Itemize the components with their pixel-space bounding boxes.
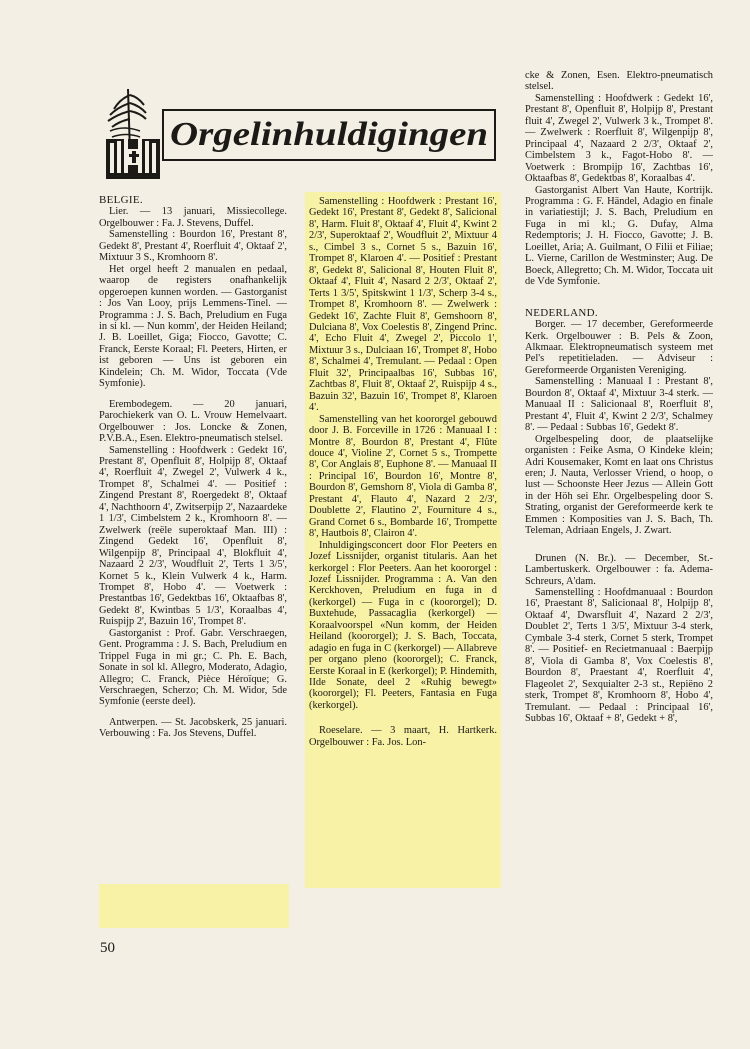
paragraph: Samenstelling : Bourdon 16', Prestant 8', Gedekt 8', Prestant 4', Roerfluit 4', Oktaaf 2', Mixtuur 3 S., Kromhoorn 8'.: [99, 229, 287, 264]
entry-borger: Borger. — 17 december, Gereformeerde Kerk. Orgelbouwer : B. Pels & Zoon, Alkmaar. Elektropneumatisch systeem met Pel's repetitieladen. — Adviseur : Gereformeerde Organisten Vereniging.: [525, 319, 713, 376]
column-1: [99, 195, 287, 935]
paragraph: cke & Zonen, Esen. Elektro-pneumatisch stelsel.: [525, 70, 713, 93]
entry-antwerpen: Antwerpen. — St. Jacobskerk, 25 januari. Verbouwing : Fa. Jos Stevens, Duffel.: [99, 716, 287, 740]
entry-drunen: Drunen (N. Br.). — December, St.-Lambertuskerk. Orgelbouwer : fa. Adema-Schreurs, A'dam.: [525, 552, 713, 587]
header-ornament: [100, 83, 500, 181]
entry-erembodegem: Erembodegem. — 20 januari, Parochiekerk van O. L. Vrouw Hemelvaart. Orgelbouwer : Jos. Loncke & Zonen, P.V.B.A., Esen. Elektro-pneumatisch stelsel.: [99, 398, 287, 445]
paragraph: Samenstelling : Hoofdwerk : Prestant 16', Gedekt 16', Prestant 8', Gedekt 8', Salicional 8', Harm. Fluit 8', Oktaaf 4', Fluit 4', Kwint 2 2/3', Superoktaaf 2', Woudfluit 2', Mixtuur 4 s., Cimbel 3 s., Cornet 5 s., Bazuin 16', Trompet 8', Klaroen 4'. — Positief : Prestant 8', Gedekt 8', Salicional 8', Houten Fluit 8', Oktaaf 4', Fluit 4', Nasard 2 2/3', Oktaaf 2', Terts 1 3/5', Spitskwint 1 1/3', Scherp 3-4 s., Trompet 8', Kromhoorn 8'. — Zwelwerk : Gedekt 16', Zachte Fluit 8', Gemshoorn 8', Dulciana 8', Vox Coelestis 8', Zingend Princ. 4', Echo Fluit 4', Zwegel 2', Piccolo 1', Mixtuur 3 s., Dulciaan 16', Trompet 8', Hobo 8', Schalmei 4', Tremulant. — Pedaal : Open Fluit 32', Principaalbas 16', Subbas 16', Zachtbas 8', Fluit 8', Oktaaf 2', Ruispijp 4 s., Bazuin 32', Bazuin 16', Trompet 8', Klaroen 4'.: [309, 196, 497, 414]
paragraph: Inhuldigingsconcert door Flor Peeters en Jozef Lissnijder, organist titularis. Aan het kerkorgel : Flor Peeters. Aan het koororgel : Jozef Lissnijder. Programma : A. Van den Kerckhoven, Preludium en fuga in d (kerkorgel) — Fuga in c (koororgel); D. Buxtehude, Passacaglia (kerkorgel) — Koraalvoorspel «Nun komm, der Heiden Heiland (koororgel); J. S. Bach, Toccata, adagio en fuga in C (kerkorgel) — Allabreve per organo pleno (koororgel); C. Franck, Eerste Koraal in E (kerkorgel); P. Hindemith, IIde Sonate, deel 2 «Ruhig bewegt» (koororgel); Fl. Peeters, Fantasia en Fuga (kerkorgel).: [309, 539, 497, 711]
header-title: Orgelinhuldigingen: [170, 116, 488, 153]
country-heading-belgie: BELGIE.: [99, 195, 143, 206]
paragraph: Orgelbespeling door, de plaatselijke organisten : Feike Asma, O Kindeke klein; Adri Kousemaker, Komt en laat ons Christus eren; J. Nauta, Verlosser Vriend, o hoop, o lust — Schoonste Heer Jezus — Allein Gott in der Höh sei Ehr. Orgelbespeling door S. Strating, organist der Gereformeerde kerk te Emmen : Komposities van J. S. Bach, Th. Teleman, Adriaan Engels, J. Zwart.: [525, 433, 713, 537]
column-3: [525, 70, 713, 930]
paragraph: Samenstelling : Hoofdmanuaal : Bourdon 16', Praestant 8', Salicionaal 8', Holpijp 8', Oktaaf 4', Dwarsfluit 4', Nazard 2 2/3', Doublet 2', Terts 1 3/5', Mixtuur 3-4 sterk, Cymbale 3-4 sterk, Cornet 5 sterk, Trompet 8'. — Positief- en Recietmanuaal : Baerpijp 8', Viola di Gamba 8', Vox Coelestis 8', Bourdon 8', Praestant 4', Roerfluit 4', Flageolet 2', Sexquialter 2-3 st., Repiëno 2 sterk, Trompet 8', Kromhoorn 8', Hobo 4', Tremulant. — Pedaal : Principaal 16', Subbas 16', Oktaaf + 8', Gedekt + 8',: [525, 587, 713, 725]
paragraph: Gastorganist : Prof. Gabr. Verschraegen, Gent. Programma : J. S. Bach, Preludium en Trippel Fuga in mi gr.; C. Ph. E. Bach, Sonate in sol kl. Allegro, Moderato, Adagio, Allegro; C. Franck, Pièce Héroïque; G. Verschraegen, Scherzo; Ch. M. Widor, 5de Symfonie (eerste deel).: [99, 627, 287, 708]
paragraph: Samenstelling : Manuaal I : Prestant 8', Bourdon 8', Oktaaf 4', Mixtuur 3-4 sterk. — Manuaal II : Salicionaal 8', Roerfluit 8', Prestant 4', Fluit 4', Kwint 2 2/3', Schalmey 8'. — Pedaal : Subbas 16', Gedekt 8'.: [525, 376, 713, 434]
entry-lier: Lier. — 13 januari, Missiecollege. Orgelbouwer : Fa. J. Stevens, Duffel.: [99, 206, 287, 229]
column-2: [309, 196, 497, 926]
paragraph: Het orgel heeft 2 manualen en pedaal, waarop de registers onafhankelijk opgeroepen kunnen worden. — Gastorganist : Jos Van Looy, prijs Lemmens-Tinel. — Programma : J. S. Bach, Preludium en Fuga in si kl. — Nun komm', der Heiden Heiland; J. B. Loeillet, Giga; Fiocco, Gavotte; C. Franck, Eerste Koraal; Fl. Peeters, Hirten, er ist geboren — Uns ist geboren ein Kindelein; Ch. M. Widor, Toccata (Vde Symfonie).: [99, 263, 287, 390]
paragraph: Gastorganist Albert Van Haute, Kortrijk. Programma : G. F. Händel, Adagio en finale in variatiestijl; J. S. Bach, Preludium en Fuga in mi kl.; G. Dufay, Alma Redemptoris; J. H. Fiocco, Gavotte; J. B. Loeillet, Aria; A. Guilmant, O Filii et Filiae; L. Vierne, Carillon de Westminster; Aug. De Boeck, Allegretto; Ch. M. Widor, Toccata uit de Vde Symfonie.: [525, 184, 713, 288]
country-heading-nederland: NEDERLAND.: [525, 306, 598, 319]
paragraph: Samenstelling : Hoofdwerk : Gedekt 16', Prestant 8', Openfluit 8', Holpijp 8', Oktaaf 4', Roerfluit 4', Zwegel 2', Vulwerk 4 k., Trompet 8', Schalmei 4'. — Positief : Zingend Prestant 8', Roergedekt 8', Oktaaf 4', Nachthoorn 4', Zwitserpijp 2', Nazaardeke 1 1/3', Cimbelstem 2 k., Kromhoorn 8'. — Zwelwerk (reële superoktaaf Man. III) : Zingend Gedekt 16', Openfluit 8', Wilgenpijp 8', Principaal 4', Blokfluit 4', Nazaard 2 2/3', Woudfluit 2', Terts 1 3/5', Kornet 5 k., Klein Vulwerk 4 k., Harm. Trompet 8', Hobo 4'. — Voetwerk : Prestantbas 16', Gedektbas 16', Oktaafbas 8', Gedekt 8', Kwintbas 5 1/3', Koraalbas 4', Ruispijp 2', Bazuin 16', Trompet 8'.: [99, 444, 287, 628]
paragraph: Samenstelling van het koororgel gebouwd door J. B. Forceville in 1726 : Manuaal I : Montre 8', Bourdon 8', Prestant 4', Flûte douce 4', Violine 2', Cornet 5 s., Trompette 8', Cor Anglais 8', Euphone 8'. — Manuaal II : Principal 16', Bourdon 16', Montre 8', Bourdon 8', Gemshorn 8', Viola di Gamba 8', Prestant 4', Flauto 4', Nazard 2 2/3', Doublette 2', Flautino 2', Fourniture 4 s., Grand Cornet 6 s., Bombarde 16', Trompette 8', Hautbois 8', Clairon 4'.: [309, 413, 497, 540]
page-number: 50: [100, 940, 115, 956]
paragraph: Samenstelling : Hoofdwerk : Gedekt 16', Prestant 8', Openfluit 8', Holpijp 8', Prestant fluit 4', Zwegel 2', Vulwerk 3 k., Trompet 8'. — Zwelwerk : Roerfluit 8', Wilgenpijp 8', Principaal 4', Nazaard 2 2/3', Oktaaf 2', Cimbelstem 3 k., Fagot-Hobo 8'. — Voetwerk : Brompijp 16', Zachtbas 16', Oktaafbas 8', Gedektbas 8', Koraalbas 4'.: [525, 92, 713, 185]
entry-roeselare: Roeselare. — 3 maart, H. Hartkerk. Orgelbouwer : Fa. Jos. Lon-: [309, 725, 497, 748]
